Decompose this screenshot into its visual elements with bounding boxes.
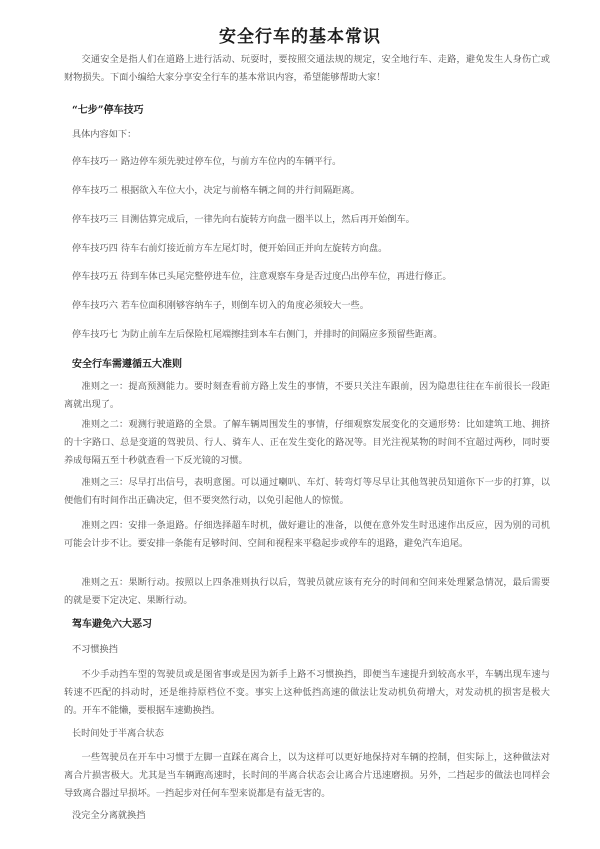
parking-tip-5: 停车技巧五 待到车体已头尾完整停进车位，注意观察车身是否过度凸出停车位，再进行修正。 [72,271,452,282]
habit-paragraph-1: 不少手动挡车型的驾驶员或是图省事或是因为新手上路不习惯换挡，即便当车速提升到较高水平，车辆出现车速与转速不匹配的抖动时，还是维持原档位不变。事实上这种低挡高速的做法让发动机负荷增大，对发动机的损害是极大的。开车不能懒，要根据车速勤换挡。 [64,669,550,716]
habit-paragraph-2: 一些驾驶员在开车中习惯于左脚一直踩在离合上，以为这样可以更好地保持对车辆的控制，但实际上，这种做法对离合片损害极大。尤其是当车辆跑高速时，长时间的半离合状态会让离合片迅速磨损。另外，二挡起步的做法也同样会导致离合器过早损坏。一挡起步对任何车型来说都是有益无害的。 [64,752,550,799]
section-heading-rules: 安全行车需遵循五大准则 [72,359,182,370]
rule-1: 准则之一：提高预测能力。要时刻查看前方路上发生的事情，不要只关注车跟前，因为隐患往往在车前很长一段距离就出现了。 [64,381,550,410]
rule-5: 准则之五：果断行动。按照以上四条准则执行以后，驾驶员就应该有充分的时间和空间来处理紧急情况，最后需要的就是要下定决定、果断行动。 [64,577,550,606]
parking-tip-1: 停车技巧一 路边停车须先驶过停车位，与前方车位内的车辆平行。 [72,156,342,167]
intro-paragraph: 交通安全是指人们在道路上进行活动、玩耍时，要按照交通法规的规定，安全地行车、走路，避免发生人身伤亡或财物损失。下面小编给大家分享安全行车的基本常识内容，希望能够帮助大家！ [64,54,550,83]
parking-tip-4: 停车技巧四 待车右前灯接近前方车左尾灯时，便开始回正并向左旋转方向盘。 [72,243,388,254]
rule-2: 准则之二：观测行驶道路的全景。了解车辆周围发生的事情，仔细观察发展变化的交通形势：比如建筑工地、拥挤的十字路口、总是变道的驾驶员、行人、骑车人、正在发生变化的路况等。目光注视某物的时间不宜超过两秒，同时要养成每隔五至十秒就查看一下反光镜的习惯。 [64,419,550,466]
rule-3: 准则之三：尽早打出信号，表明意图。可以通过喇叭、车灯、转弯灯等尽早让其他驾驶员知道你下一步的打算，以便他们有时间作出正确决定，但不要突然行动，以免引起他人的惊慌。 [64,477,550,506]
habit-subheading-3: 没完全分离就换挡 [72,810,146,821]
parking-tip-7: 停车技巧七 为防止前车左后保险杠尾端擦挂到本车右侧门，并排时的间隔应多预留些距离。 [72,329,443,340]
habit-subheading-2: 长时间处于半离合状态 [72,728,164,739]
parking-tip-2: 停车技巧二 根据欲入车位大小，决定与前格车辆之间的并行间隔距离。 [72,185,360,196]
rule-4: 准则之四：安排一条退路。仔细选择超车时机，做好避让的准备，以便在意外发生时迅速作出反应，因为别的司机可能会计步不让。要安排一条能有足够时间、空间和视程来平稳起步或停车的退路，避免汽车追尾。 [64,520,550,549]
parking-tip-6: 停车技巧六 若车位面积刚够容纳车子，则倒车切入的角度必须较大一些。 [72,300,369,311]
page-title: 安全行车的基本常识 [219,27,381,47]
section-heading-habits: 驾车避免六大恶习 [72,619,152,630]
parking-tip-3: 停车技巧三 目测估算完成后，一律先向右旋转方向盘一圈半以上，然后再开始倒车。 [72,214,415,225]
section-lead: 具体内容如下： [72,129,137,140]
habit-subheading-1: 不习惯换挡 [72,644,118,655]
section-heading-parking: “七步”停车技巧 [72,105,144,116]
